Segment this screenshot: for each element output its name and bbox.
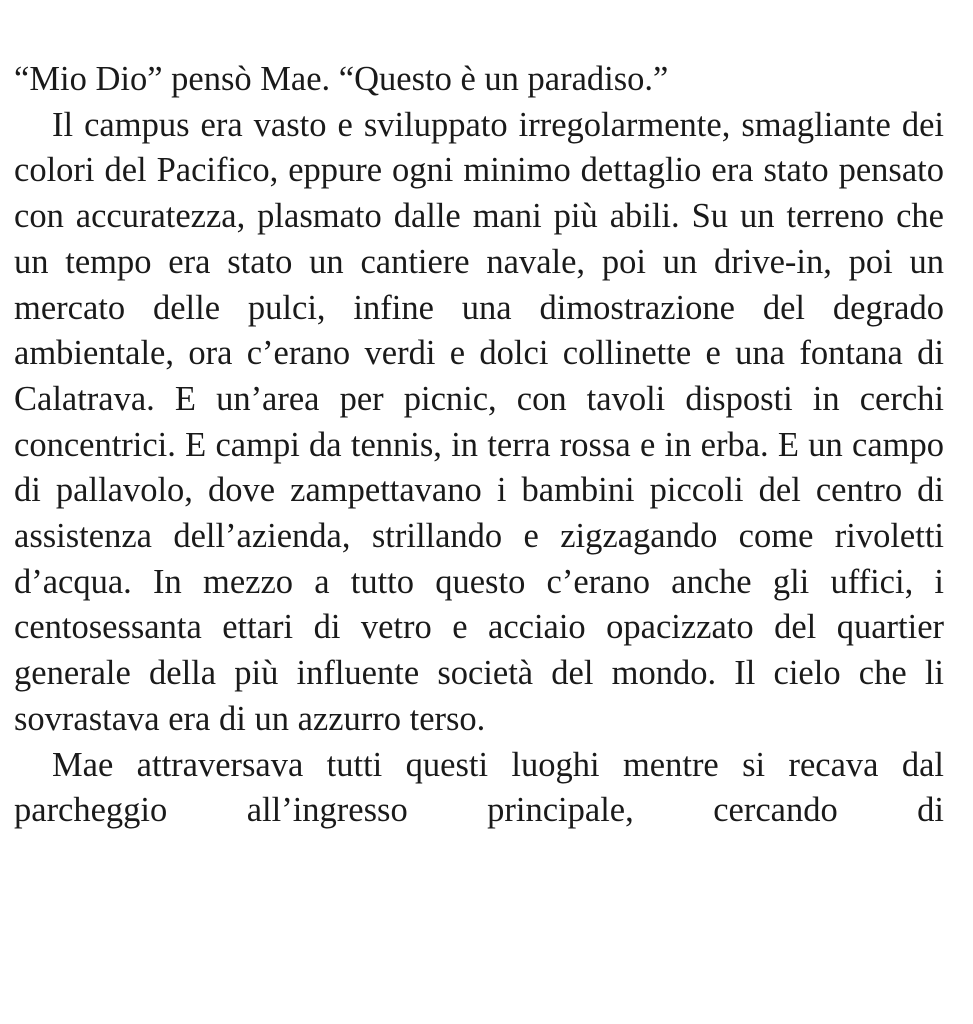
paragraph-campus-description: Il campus era vasto e sviluppato irregolarmente, smagliante dei colori del Pacifico, eppure ogni minimo dettaglio era stato pensato con accuratezza, plasmato dalle mani più abili. Su un terreno che un tempo era stato un cantiere navale, poi un drive-in, poi un mercato delle pulci, infine una dimostrazione del degrado ambientale, ora c’erano verdi e dolci collinette e una fontana di Calatrava. E un’area per picnic, con tavoli disposti in cerchi concentrici. E campi da tennis, in terra rossa e in erba. E un campo di pallavolo, dove zampettavano i bambini piccoli del centro di assistenza dell’azienda, strillando e zigzagando come rivoletti d’acqua. In mezzo a tutto questo c’erano anche gli uffici, i centosessanta ettari di vetro e acciaio opacizzato del quartier generale della più influente società del mondo. Il cielo che li sovrastava era di un azzurro terso. [14, 105, 944, 738]
paragraph-opening-line: “Mio Dio” pensò Mae. “Questo è un paradiso.” [14, 60, 669, 98]
book-page-text [14, 57, 944, 834]
paragraph-mae-walking: Mae attraversava tutti questi luoghi mentre si recava dal parcheggio all’ingresso principale, cercando di [14, 745, 944, 830]
